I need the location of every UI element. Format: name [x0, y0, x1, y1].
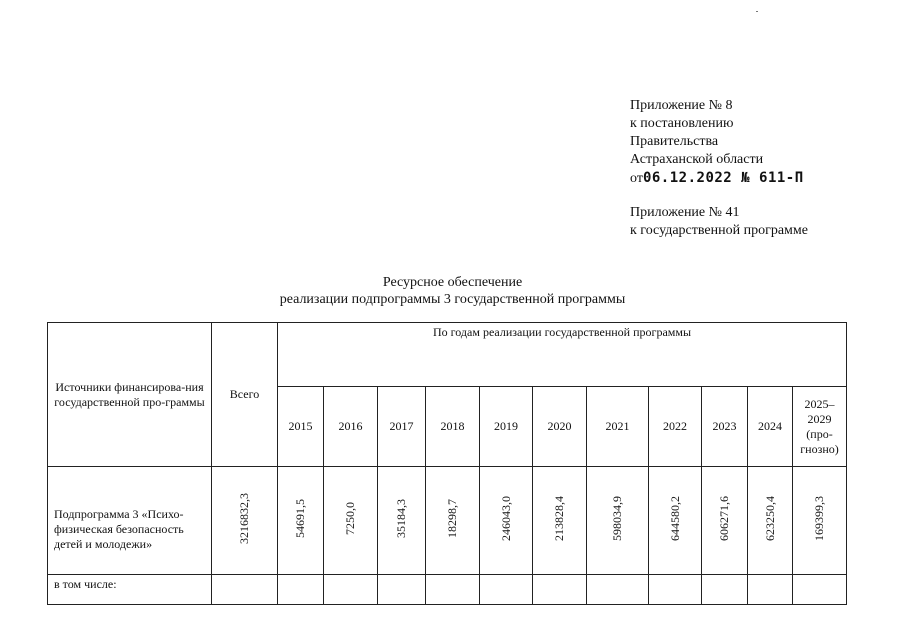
value-2022: 644580,2 — [667, 496, 682, 541]
header-forecast — [793, 387, 847, 467]
cell-2018 — [426, 467, 480, 575]
header-year-2016: 2016 — [324, 387, 378, 467]
empty-cell — [702, 575, 748, 605]
forecast-line3: (про- — [806, 426, 833, 441]
header-year-2017: 2017 — [378, 387, 426, 467]
forecast-line1: 2025– — [804, 396, 835, 411]
annex-main-date-line — [630, 169, 804, 188]
cell-2017 — [378, 467, 426, 575]
empty-cell — [426, 575, 480, 605]
row-label-subprogram: Подпрограмма 3 «Психо-физическая безопасность детей и молодежи» — [48, 467, 212, 575]
value-2017: 35184,3 — [394, 499, 408, 538]
cell-forecast — [793, 467, 847, 575]
header-year-2015: 2015 — [278, 387, 324, 467]
header-year-2018: 2018 — [426, 387, 480, 467]
value-2019: 246043,0 — [498, 496, 513, 541]
scan-speck — [756, 11, 758, 12]
cell-2021 — [587, 467, 649, 575]
annex-main-line1: Приложение № 8 — [630, 98, 733, 113]
document-title-line2: реализации подпрограммы 3 государственной программы — [279, 292, 626, 307]
cell-2024 — [748, 467, 793, 575]
empty-cell — [533, 575, 587, 605]
value-total: 3216832,3 — [237, 493, 251, 544]
annex-program-line2: к государственной программе — [630, 223, 808, 238]
cell-2015 — [278, 467, 324, 575]
header-years-group: По годам реализации государственной программы — [278, 323, 847, 387]
row-label-including: в том числе: — [48, 575, 212, 605]
table-row — [48, 575, 847, 605]
annex-main-line3: Правительства — [630, 134, 719, 149]
value-2023: 606271,6 — [717, 496, 731, 541]
empty-cell — [324, 575, 378, 605]
annex-program-block — [630, 204, 808, 240]
header-year-2020: 2020 — [533, 387, 587, 467]
document-title-line1: Ресурсное обеспечение — [382, 275, 523, 290]
value-2024: 623250,4 — [762, 496, 777, 541]
date-prefix: от — [630, 171, 643, 186]
value-2018: 18298,7 — [445, 499, 459, 538]
header-year-2019: 2019 — [480, 387, 533, 467]
empty-cell — [278, 575, 324, 605]
header-source: Источники финансирова-ния государственной про-граммы — [48, 323, 212, 467]
header-year-2023: 2023 — [702, 387, 748, 467]
cell-2022 — [649, 467, 702, 575]
empty-cell — [480, 575, 533, 605]
handwritten-date-number: 06.12.2022 № 611-П — [642, 170, 804, 186]
resource-table — [47, 322, 847, 605]
header-year-2022: 2022 — [649, 387, 702, 467]
cell-2019 — [480, 467, 533, 575]
forecast-line4: гнозно) — [800, 441, 839, 456]
annex-main-line2: к постановлению — [630, 116, 734, 131]
value-2016: 7250,0 — [343, 502, 357, 535]
value-2021: 598034,9 — [610, 496, 624, 541]
header-year-2021: 2021 — [587, 387, 649, 467]
cell-2016 — [324, 467, 378, 575]
empty-cell — [649, 575, 702, 605]
annex-program-line1: Приложение № 41 — [630, 205, 740, 220]
value-2020: 213828,4 — [552, 496, 566, 541]
header-total: Всего — [212, 323, 278, 467]
empty-cell — [793, 575, 847, 605]
empty-cell — [212, 575, 278, 605]
value-2015: 54691,5 — [293, 499, 307, 538]
cell-2020 — [533, 467, 587, 575]
header-year-2024: 2024 — [748, 387, 793, 467]
forecast-line2: 2029 — [807, 411, 832, 426]
empty-cell — [378, 575, 426, 605]
cell-2023 — [702, 467, 748, 575]
value-forecast: 169399,3 — [812, 496, 826, 541]
cell-total — [212, 467, 278, 575]
annex-main-line4: Астраханской области — [630, 152, 764, 167]
table-row — [48, 467, 847, 575]
annex-main-block — [630, 97, 804, 188]
empty-cell — [748, 575, 793, 605]
empty-cell — [587, 575, 649, 605]
